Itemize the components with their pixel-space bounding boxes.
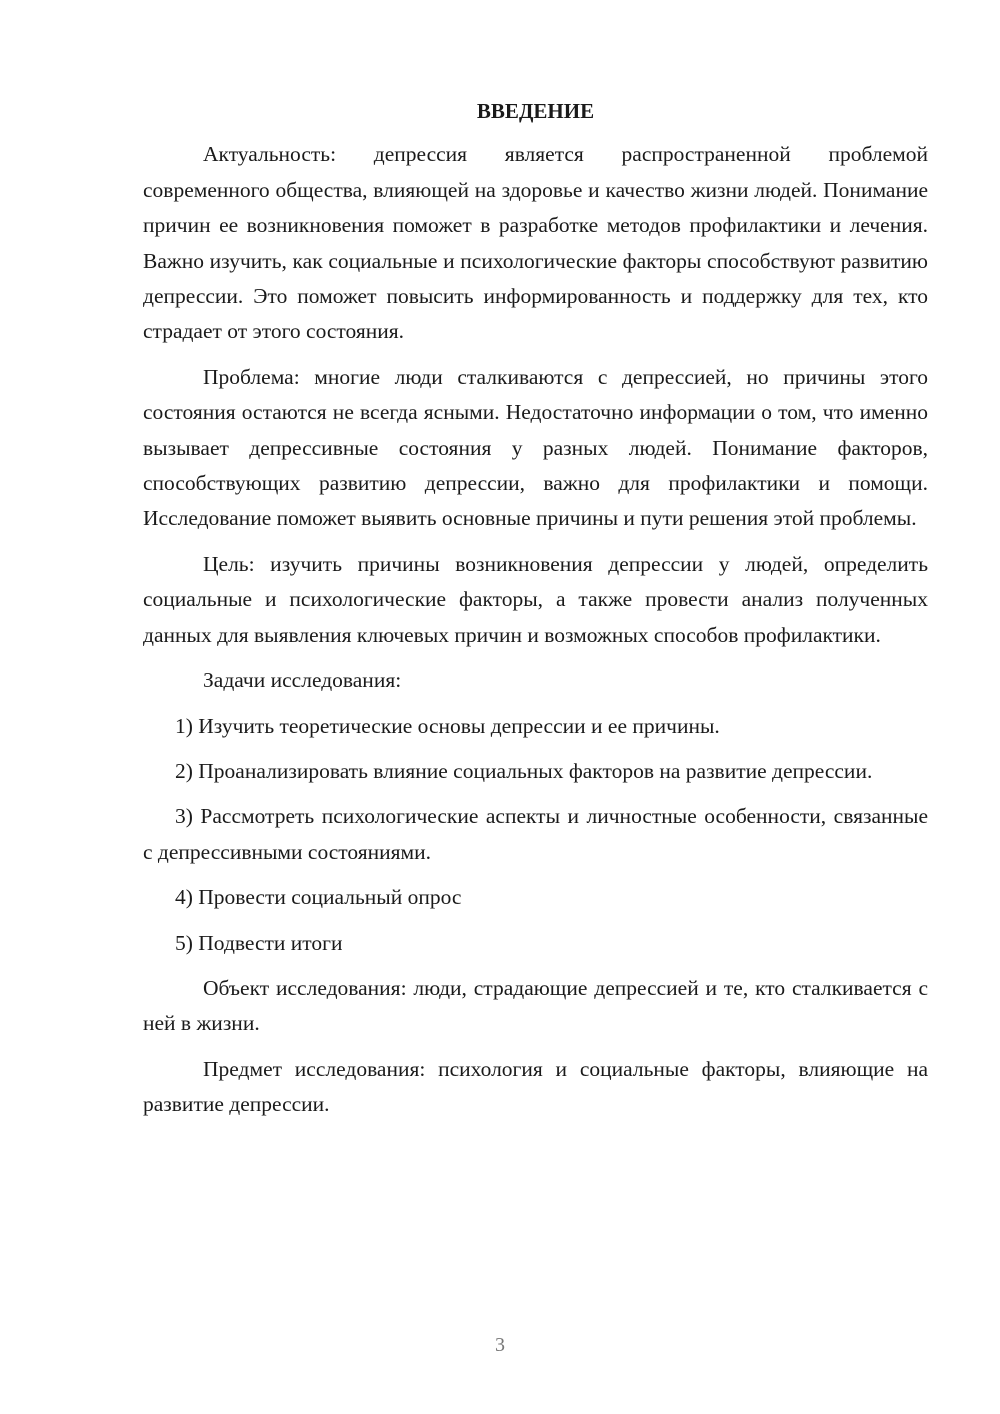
problem-paragraph: Проблема: многие люди сталкиваются с депрессией, но причины этого состояния остаются не всегда ясными. Недостаточно информации о том, что именно вызывает депрессивные состояния у разных людей. Понимание факторов, способствующих развитию депрессии, важно для профилактики и помощи. Исследование поможет выявить основные причины и пути решения этой проблемы. — [143, 364, 928, 531]
task-item-4: 4) Провести социальный опрос — [175, 885, 462, 910]
task-item-1: 1) Изучить теоретические основы депрессии и ее причины. — [175, 713, 720, 738]
page-title: ВВЕДЕНИЕ — [476, 99, 595, 123]
page-number: 3 — [495, 1334, 505, 1356]
relevance-paragraph: Актуальность: депрессия является распространенной проблемой современного общества, влияющей на здоровье и качество жизни людей. Понимание причин ее возникновения поможет в разработке методов профилактики и лечения. Важно изучить, как социальные и психологические факторы способствуют развитию депрессии. Это поможет повысить информированность и поддержку для тех, кто страдает от этого состояния. — [143, 142, 928, 344]
task-item-2: 2) Проанализировать влияние социальных факторов на развитие депрессии. — [175, 758, 873, 783]
task-item-5: 5) Подвести итоги — [175, 930, 343, 955]
research-subject-paragraph: Предмет исследования: психология и социальные факторы, влияющие на развитие депрессии. — [143, 1056, 928, 1117]
goal-paragraph: Цель: изучить причины возникновения депрессии у людей, определить социальные и психологические факторы, а также провести анализ полученных данных для выявления ключевых причин и возможных способов профилактики. — [143, 551, 928, 647]
tasks-heading: Задачи исследования: — [203, 668, 402, 693]
page-body — [143, 94, 928, 1133]
task-item-3: 3) Рассмотреть психологические аспекты и личностные особенности, связанные с депрессивными состояниями. — [143, 804, 928, 864]
research-object-paragraph: Объект исследования: люди, страдающие депрессией и те, кто сталкивается с ней в жизни. — [143, 975, 928, 1036]
